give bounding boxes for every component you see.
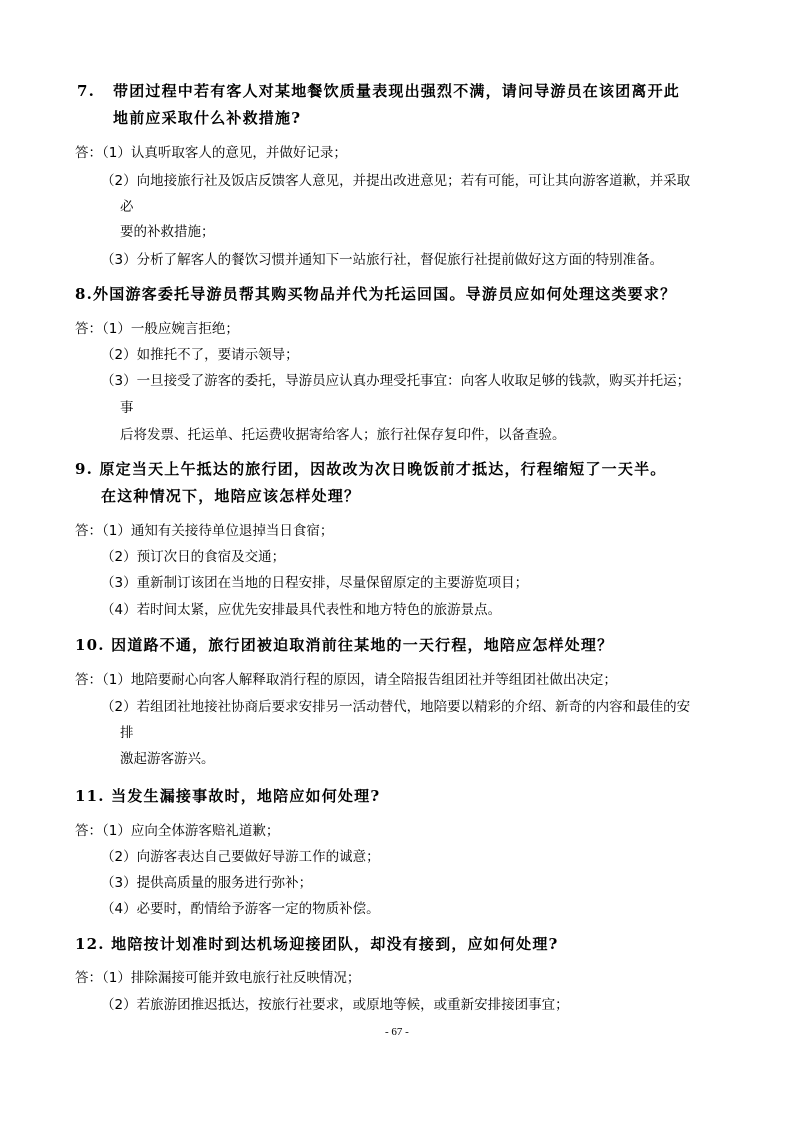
- answer-line: （2）若组团社地接社协商后要求安排另一活动替代，地陪要以精彩的介绍、新奇的内容和最佳的安: [101, 699, 691, 715]
- answer-line: （2）向游客表达自己要做好导游工作的诚意；: [101, 849, 380, 865]
- answer-line: 答：（1）认真听取客人的意见，并做好记录；: [75, 145, 347, 161]
- answer-line: （2）预订次日的食宿及交通；: [101, 549, 286, 565]
- answer-line: 答：（1）排除漏接可能并致电旅行社反映情况；: [75, 970, 361, 986]
- page-number: - 67 -: [385, 1026, 409, 1038]
- answer-line: （3）分析了解客人的餐饮习惯并通知下一站旅行社，督促旅行社提前做好这方面的特别准备。: [101, 252, 664, 268]
- answer-line: （3）一旦接受了游客的委托，导游员应认真办理受托事宜：向客人收取足够的钱款，购买并托运；: [101, 373, 691, 389]
- answer-line: 激起游客游兴。: [120, 751, 215, 767]
- question-7-number: 7.: [77, 82, 96, 100]
- answer-line: （2）向地接旅行社及饭店反馈客人意见，并提出改进意见；若有可能，可让其向游客道歉，并采取: [101, 173, 691, 189]
- answer-line: 要的补救措施；: [120, 224, 215, 240]
- answer-line: 后将发票、托运单、托运费收据寄给客人；旅行社保存复印件，以备查验。: [120, 427, 566, 443]
- question-9-text: 9. 原定当天上午抵达的旅行团，因故改为次日晚饭前才抵达，行程缩短了一天半。: [75, 460, 667, 478]
- answer-line: 必: [120, 199, 134, 215]
- answer-line: 答：（1）一般应婉言拒绝；: [75, 321, 239, 337]
- answer-line: 事: [120, 400, 134, 416]
- answer-line: （2）如推托不了，要请示领导；: [101, 347, 299, 363]
- question-8-text: 8.外国游客委托导游员帮其购买物品并代为托运回国。导游员应如何处理这类要求？: [75, 285, 677, 303]
- answer-line: （2）若旅游团推迟抵达，按旅行社要求，或原地等候，或重新安排接团事宜；: [101, 997, 569, 1013]
- question-7-text-cont: 地前应采取什么补救措施?: [113, 109, 302, 127]
- answer-line: 答：（1）应向全体游客赔礼道歉；: [75, 823, 280, 839]
- answer-line: （3）重新制订该团在当地的日程安排，尽量保留原定的主要游览项目；: [101, 575, 529, 591]
- answer-line: （4）必要时，酌情给予游客一定的物质补偿。: [101, 901, 380, 917]
- question-12-text: 12. 地陪按计划准时到达机场迎接团队，却没有接到，应如何处理?: [75, 935, 559, 953]
- question-11-text: 11. 当发生漏接事故时，地陪应如何处理?: [75, 787, 381, 805]
- answer-line: 排: [120, 725, 134, 741]
- answer-line: （3）提供高质量的服务进行弥补；: [101, 875, 313, 891]
- question-10-text: 10. 因道路不通，旅行团被迫取消前往某地的一天行程，地陪应怎样处理？: [75, 636, 614, 654]
- question-7-text: 带团过程中若有客人对某地餐饮质量表现出强烈不满，请问导游员在该团离开此: [113, 82, 681, 100]
- answer-line: 答：（1）地陪要耐心向客人解释取消行程的原因，请全陪报告组团社并等组团社做出决定；: [75, 672, 617, 688]
- question-9-text-cont: 在这种情况下，地陪应该怎样处理？: [101, 487, 361, 505]
- answer-line: 答：（1）通知有关接待单位退掉当日食宿；: [75, 523, 334, 539]
- answer-line: （4）若时间太紧，应优先安排最具代表性和地方特色的旅游景点。: [101, 602, 502, 618]
